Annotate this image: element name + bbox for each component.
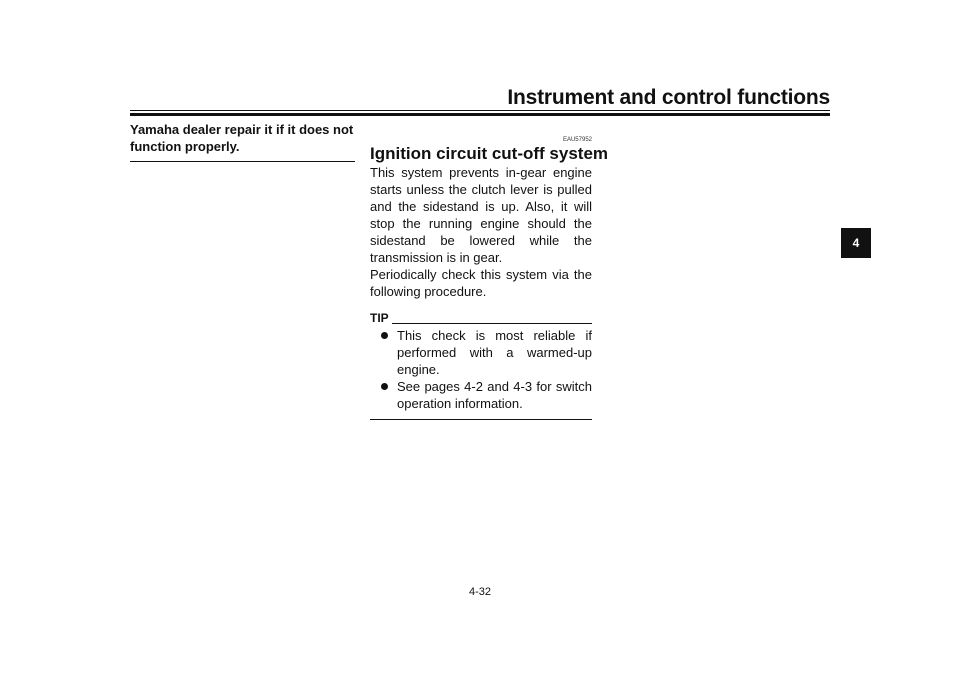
list-item [370,378,592,412]
section-title: Ignition circuit cut-off system [370,144,609,163]
body-paragraph-2: Periodically check this system via the following procedure. [370,267,592,299]
list-item [370,327,592,378]
bullet-icon [381,332,388,339]
warning-end-rule [130,161,355,162]
page-number: 4-32 [468,586,492,598]
page-title: Instrument and control functions [507,86,830,109]
chapter-tab: 4 [841,228,871,258]
header-rule-thick [130,113,830,116]
warning-continuation-text: Yamaha dealer repair it if it does not function properly. [130,122,354,154]
tip-heading [370,310,592,324]
tip-list [370,327,592,412]
section-code: EAU57952 [562,137,592,143]
tip-heading-rule [392,323,592,324]
tip-end-rule [370,419,592,420]
left-column [130,121,355,162]
tip-item-text: See pages 4-2 and 4-3 for switch operation information. [397,379,592,411]
tip-label: TIP [370,311,389,325]
body-paragraph-1: This system prevents in-gear engine starts unless the clutch lever is pulled and the sidestand is up. Also, it will stop the running engine should the sidestand be lowered while the transmission is in gear. [370,165,592,265]
tip-item-text: This check is most reliable if performed with a warmed-up engine. [397,328,592,377]
right-column [370,136,609,420]
bullet-icon [381,383,388,390]
header-rule-thin [130,110,830,111]
